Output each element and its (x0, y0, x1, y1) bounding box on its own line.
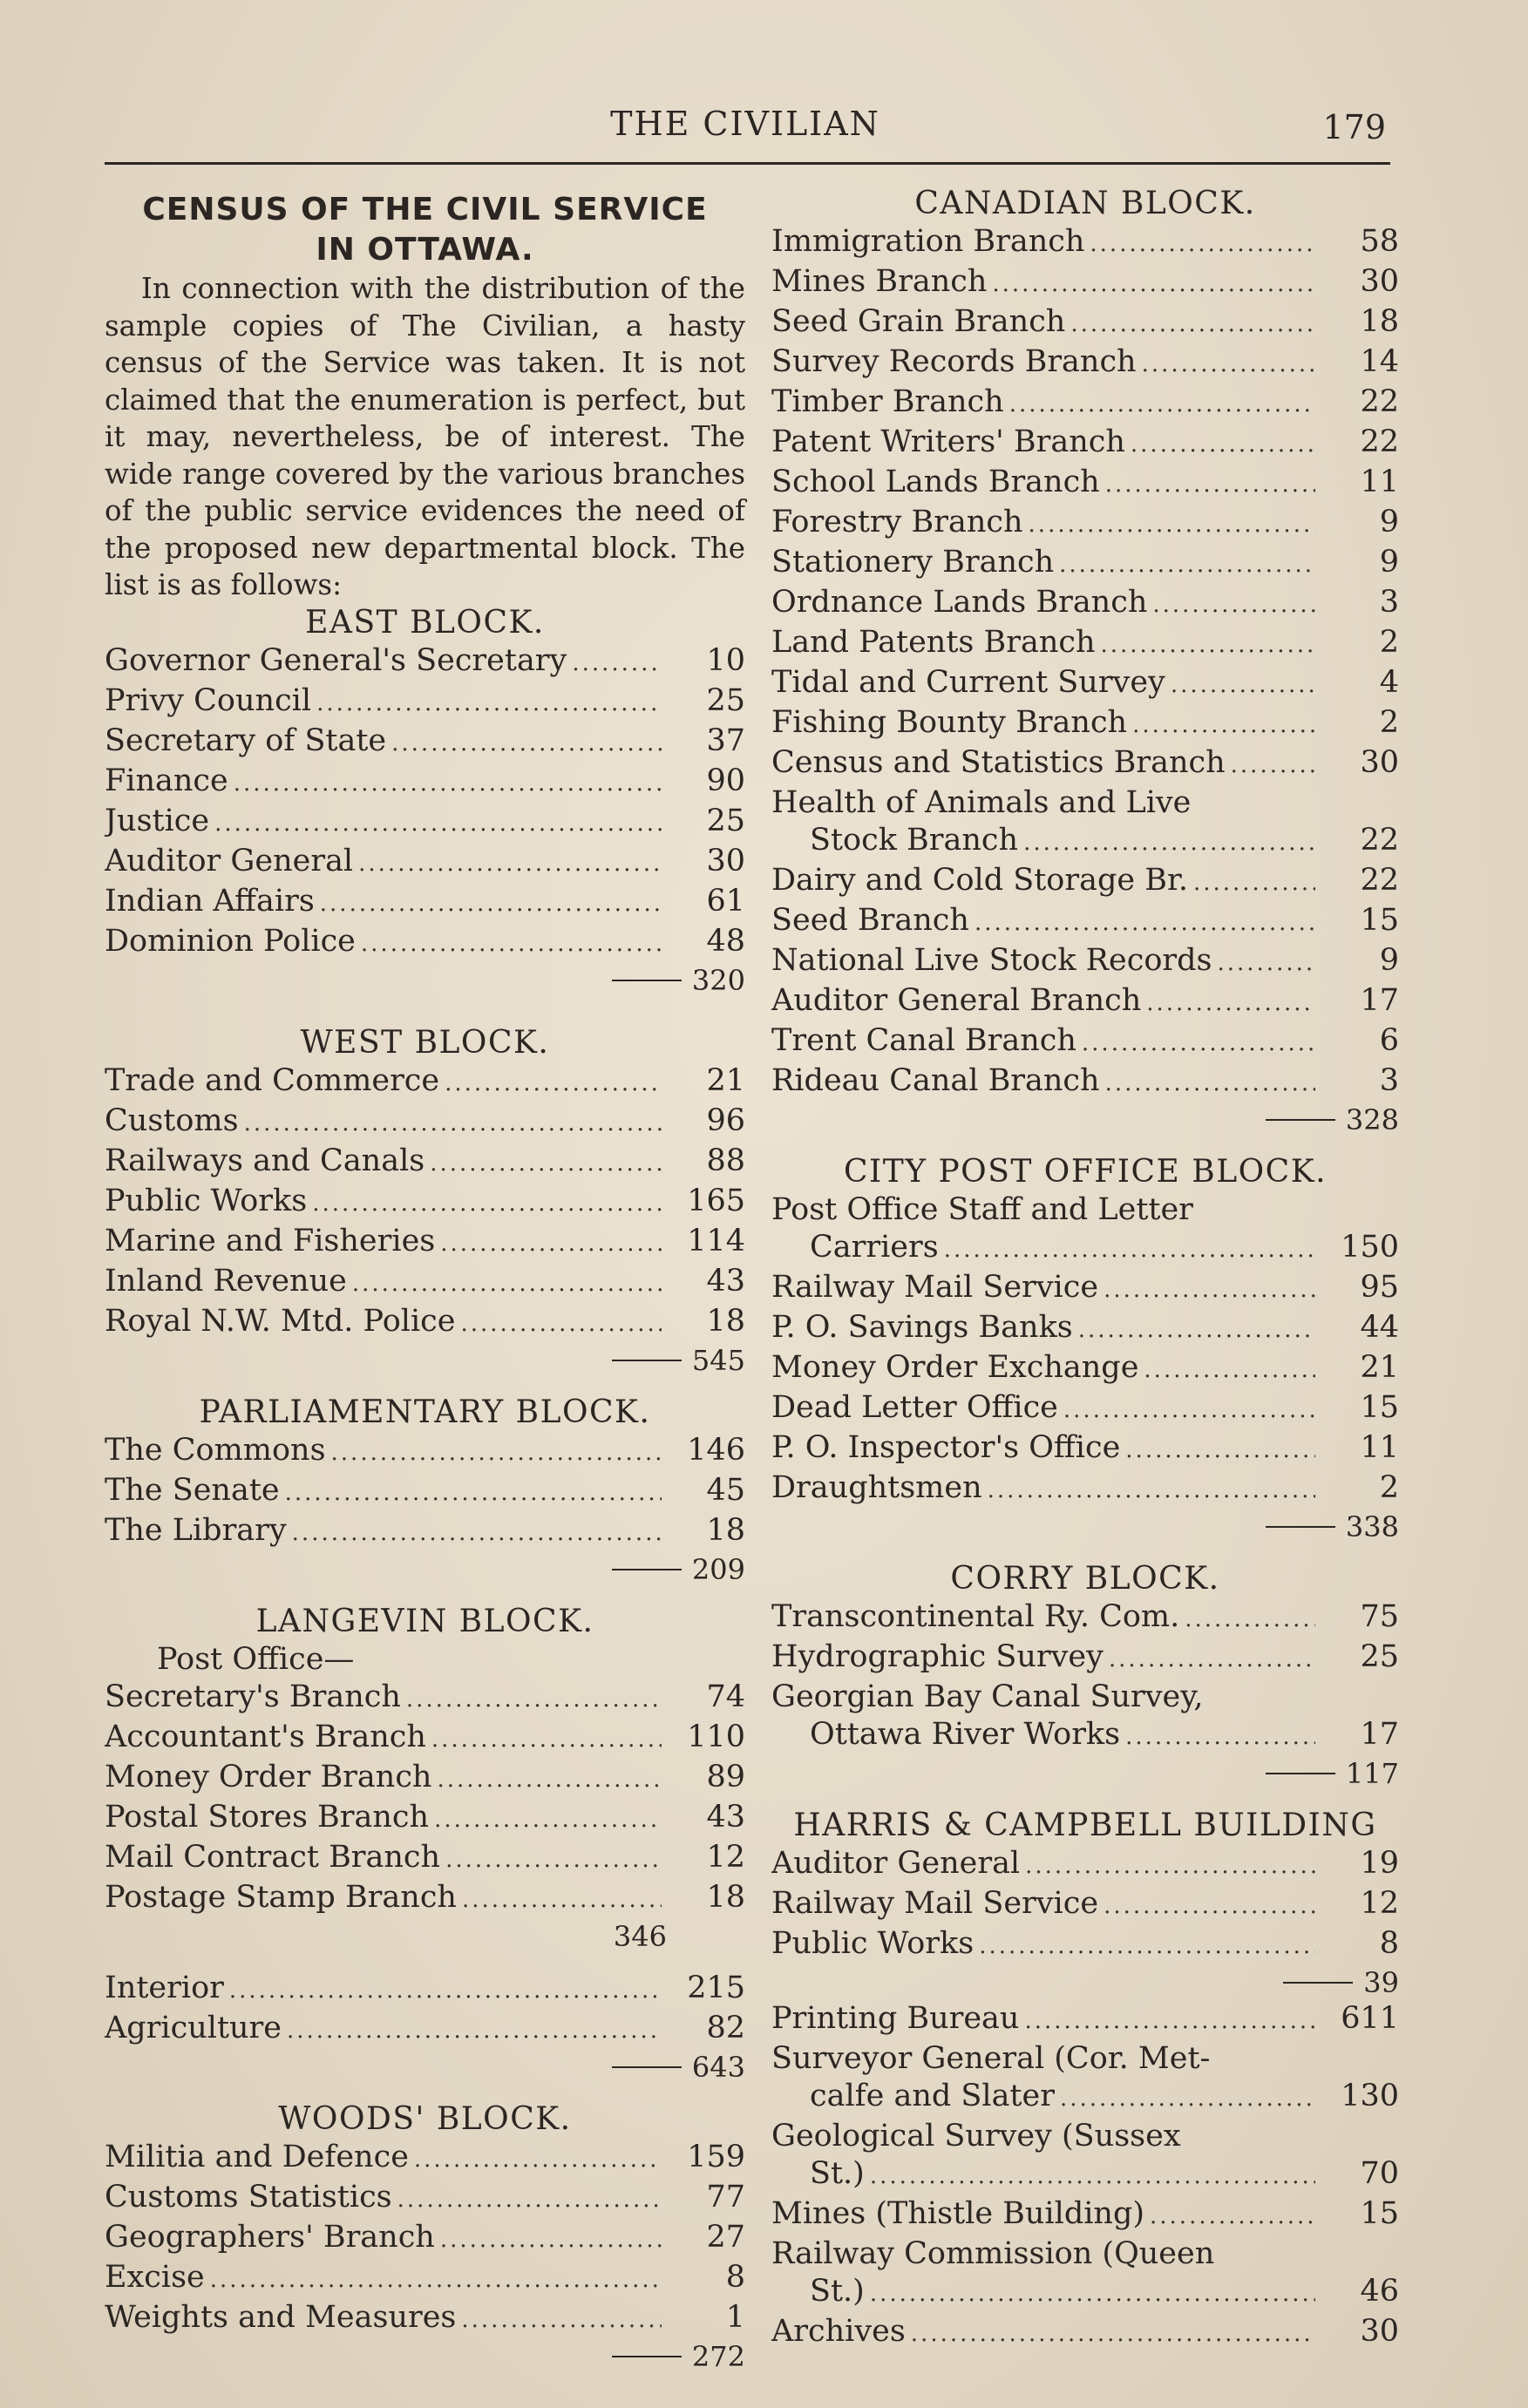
item-value: 95 (1360, 1270, 1399, 1305)
item-name: Railway Mail Service (771, 1886, 1099, 1921)
total-rule (612, 2066, 682, 2068)
item-name: Ottawa River Works (810, 1717, 1121, 1752)
header-rule (105, 162, 1390, 165)
list-item (771, 664, 1399, 704)
list-item (105, 1759, 745, 1799)
post-office-subheading: Post Office— (157, 1641, 355, 1677)
item-value: 22 (1360, 424, 1399, 459)
item-name: National Live Stock Records (771, 943, 1212, 978)
item-name: St.) (810, 2156, 865, 2191)
item-value: 2 (1379, 705, 1399, 740)
item-value: 30 (706, 843, 745, 878)
item-name: Postage Stamp Branch (105, 1879, 457, 1915)
list-item (771, 263, 1399, 303)
total-rule (612, 1360, 682, 1361)
item-value: 21 (706, 1062, 745, 1098)
item-value: 44 (1360, 1310, 1399, 1345)
list-item (105, 2219, 745, 2259)
list-item (771, 982, 1399, 1022)
item-value: 9 (1379, 943, 1399, 978)
list-item (771, 1845, 1399, 1885)
total-value: 643 (691, 2050, 745, 2084)
item-name: Land Patents Branch (771, 625, 1096, 660)
item-value: 25 (706, 682, 745, 718)
list-item (771, 1885, 1399, 1925)
corry-block-total (771, 1756, 1399, 1791)
total-rule (1283, 1982, 1353, 1984)
item-name: Public Works (771, 1926, 975, 1961)
item-name: Privy Council (105, 682, 312, 718)
list-item (771, 744, 1399, 784)
item-value: 3 (1379, 585, 1399, 620)
list-item (105, 1143, 745, 1183)
item-name: Militia and Defence (105, 2139, 409, 2174)
item-value: 27 (706, 2219, 745, 2255)
item-value: 37 (706, 722, 745, 758)
item-name: Seed Grain Branch (771, 304, 1066, 339)
item-value: 12 (1360, 1886, 1399, 1921)
list-item (105, 1679, 745, 1719)
list-item (771, 1925, 1399, 1965)
city-post-office-heading: CITY POST OFFICE BLOCK. (843, 1154, 1328, 1190)
list-item (105, 1102, 745, 1143)
item-name: Dairy and Cold Storage Br. (771, 863, 1188, 898)
parliamentary-block-total (105, 1552, 745, 1587)
total-rule (1266, 1526, 1335, 1528)
langevin-block-list-2 (105, 1970, 745, 2050)
item-value: 25 (706, 803, 745, 838)
item-name: Printing Bureau (771, 2001, 1020, 2036)
item-value: 2 (1379, 625, 1399, 660)
item-name: Auditor General (105, 843, 354, 878)
item-name: Inland Revenue (105, 1263, 347, 1299)
list-item (771, 584, 1399, 624)
item-value: 215 (687, 1970, 745, 2005)
item-name: Fishing Bounty Branch (771, 705, 1128, 740)
list-item (105, 1970, 745, 2010)
list-item (105, 1183, 745, 1223)
item-value: 8 (1379, 1926, 1399, 1961)
item-value: 48 (706, 923, 745, 959)
list-item (771, 1716, 1399, 1756)
city-post-office-list (771, 1269, 1399, 1509)
canadian-block-list (771, 223, 1399, 784)
west-block-heading: WEST BLOCK. (300, 1024, 550, 1061)
item-value: 165 (687, 1183, 745, 1218)
total-rule (1266, 1773, 1335, 1774)
item-value: 611 (1341, 2001, 1399, 2036)
item-name: Timber Branch (771, 384, 1004, 419)
list-item (771, 1679, 1399, 1716)
item-value: 22 (1360, 823, 1399, 858)
item-value: 18 (706, 1879, 745, 1915)
list-item (105, 2299, 745, 2339)
list-item (771, 2273, 1399, 2313)
west-block-list (105, 1062, 745, 1343)
item-value: 58 (1360, 224, 1399, 259)
list-item (771, 2155, 1399, 2195)
item-name: Royal N.W. Mtd. Police (105, 1303, 456, 1339)
list-item (771, 2040, 1399, 2078)
list-item (771, 1469, 1399, 1509)
item-value: 15 (1360, 1390, 1399, 1425)
item-name: Geographers' Branch (105, 2219, 435, 2255)
item-name: Transcontinental Ry. Com. (771, 1599, 1180, 1634)
item-value: 75 (1360, 1599, 1399, 1634)
item-name: The Library (105, 1512, 287, 1548)
total-value: 272 (691, 2339, 745, 2373)
list-item (771, 704, 1399, 744)
item-value: 17 (1360, 1717, 1399, 1752)
item-name: Railways and Canals (105, 1143, 425, 1178)
item-name: Trent Canal Branch (771, 1023, 1076, 1058)
total-value: 338 (1345, 1510, 1399, 1543)
list-item (105, 803, 745, 843)
city-post-office-total (771, 1509, 1399, 1544)
list-item (105, 1223, 745, 1263)
list-item (771, 1269, 1399, 1309)
publication-title: THE CIVILIAN (610, 105, 880, 143)
item-name: School Lands Branch (771, 465, 1100, 499)
item-value: 18 (1360, 304, 1399, 339)
item-name: Finance (105, 763, 228, 798)
item-name: Hydrographic Survey (771, 1639, 1104, 1674)
item-value: 88 (706, 1143, 745, 1178)
list-item (771, 902, 1399, 942)
canadian-block-total (771, 1102, 1399, 1137)
item-value: 30 (1360, 264, 1399, 299)
item-name: Archives (771, 2314, 906, 2349)
parliamentary-block-list (105, 1432, 745, 1552)
item-name: Mail Contract Branch (105, 1839, 441, 1875)
total-rule (612, 1569, 682, 1570)
list-item (771, 2195, 1399, 2235)
item-value: 11 (1360, 465, 1399, 499)
list-item (771, 2078, 1399, 2118)
harris-campbell-heading: HARRIS & CAMPBELL BUILDING (793, 1808, 1377, 1843)
list-item (105, 1432, 745, 1472)
list-item (771, 1062, 1399, 1102)
item-value: 6 (1379, 1023, 1399, 1058)
item-value: 17 (1360, 983, 1399, 1018)
list-item (771, 2118, 1399, 2155)
canadian-block-list-2 (771, 862, 1399, 1102)
item-name: Census and Statistics Branch (771, 745, 1226, 780)
running-head (105, 105, 1386, 157)
harris-campbell-list (771, 1845, 1399, 1965)
corry-block-heading: CORRY BLOCK. (950, 1561, 1220, 1597)
list-item (105, 1303, 745, 1343)
item-value: 22 (1360, 863, 1399, 898)
item-name: Auditor General (771, 1846, 1021, 1881)
list-item (771, 862, 1399, 902)
list-item (105, 2259, 745, 2299)
item-value: 146 (687, 1432, 745, 1468)
item-name: Georgian Bay Canal Survey, (771, 1679, 1204, 1714)
total-value: 545 (691, 1343, 745, 1377)
item-name: Postal Stores Branch (105, 1799, 430, 1835)
item-name: Customs Statistics (105, 2179, 392, 2215)
list-item (771, 1191, 1399, 1229)
canadian-block-heading: CANADIAN BLOCK. (914, 186, 1256, 221)
list-item (105, 1719, 745, 1759)
woods-block-total (105, 2339, 745, 2374)
item-value: 77 (706, 2179, 745, 2215)
list-item (105, 1799, 745, 1839)
item-value: 21 (1360, 1350, 1399, 1385)
item-value: 110 (687, 1719, 745, 1754)
item-name: Immigration Branch (771, 224, 1085, 259)
item-name: Post Office Staff and Letter (771, 1192, 1193, 1227)
item-name: Indian Affairs (105, 883, 315, 919)
item-value: 90 (706, 763, 745, 798)
item-name: Dominion Police (105, 923, 356, 959)
total-value: 117 (1345, 1757, 1399, 1790)
item-name: Public Works (105, 1183, 308, 1218)
list-item (105, 682, 745, 722)
list-item (771, 464, 1399, 504)
list-item (771, 1598, 1399, 1638)
item-name: Forestry Branch (771, 505, 1023, 539)
item-name: Trade and Commerce (105, 1062, 440, 1098)
list-item (105, 1472, 745, 1512)
list-item (771, 2235, 1399, 2273)
item-value: 45 (706, 1472, 745, 1508)
item-name: Railway Commission (Queen (771, 2236, 1215, 2271)
list-item (771, 1022, 1399, 1062)
list-item (105, 1839, 745, 1879)
item-name: Surveyor General (Cor. Met- (771, 2041, 1211, 2076)
item-value: 18 (706, 1303, 745, 1339)
item-value: 43 (706, 1263, 745, 1299)
woods-block-list (105, 2139, 745, 2339)
list-item (771, 2313, 1399, 2353)
item-value: 18 (706, 1512, 745, 1548)
list-item (771, 2000, 1399, 2040)
item-value: 19 (1360, 1846, 1399, 1881)
list-item (771, 383, 1399, 424)
item-name: Railway Mail Service (771, 1270, 1099, 1305)
item-value: 1 (725, 2299, 745, 2335)
list-item (105, 1263, 745, 1303)
item-name: Mines (Thistle Building) (771, 2196, 1145, 2231)
item-name: Weights and Measures (105, 2299, 457, 2335)
item-value: 12 (706, 1839, 745, 1875)
total-rule (1266, 1119, 1335, 1121)
item-value: 10 (706, 642, 745, 678)
east-block-total (105, 963, 745, 998)
item-value: 4 (1379, 665, 1399, 700)
list-item (105, 843, 745, 883)
item-name: Tidal and Current Survey (771, 665, 1165, 700)
item-name: Secretary of State (105, 722, 387, 758)
item-name: Marine and Fisheries (105, 1223, 436, 1258)
item-value: 15 (1360, 2196, 1399, 2231)
item-name: calfe and Slater (810, 2079, 1055, 2113)
langevin-subtotal: 346 (613, 1919, 667, 1953)
item-name: Justice (105, 803, 210, 838)
item-name: Carriers (810, 1230, 939, 1265)
list-item (105, 2179, 745, 2219)
east-block-heading: EAST BLOCK. (305, 604, 545, 641)
item-name: Dead Letter Office (771, 1390, 1058, 1425)
item-name: Money Order Exchange (771, 1350, 1139, 1385)
list-item (771, 1349, 1399, 1389)
list-item (771, 1638, 1399, 1679)
list-item (105, 883, 745, 923)
item-name: P. O. Inspector's Office (771, 1430, 1121, 1465)
item-name: Survey Records Branch (771, 344, 1137, 379)
total-value: 209 (691, 1552, 745, 1586)
item-name: Mines Branch (771, 264, 988, 299)
list-item (771, 303, 1399, 343)
list-item (105, 763, 745, 803)
item-name: Secretary's Branch (105, 1679, 401, 1714)
list-item (105, 923, 745, 963)
article-title (105, 190, 745, 270)
item-value: 15 (1360, 903, 1399, 938)
item-value: 30 (1360, 745, 1399, 780)
item-value: 9 (1379, 505, 1399, 539)
article-title-line-2: IN OTTAWA. (316, 232, 534, 268)
list-item (771, 942, 1399, 982)
item-name: The Commons (105, 1432, 326, 1468)
item-value: 25 (1360, 1639, 1399, 1674)
article-title-line-1: CENSUS OF THE CIVIL SERVICE (142, 192, 708, 227)
list-item (771, 784, 1399, 822)
item-name: Excise (105, 2259, 205, 2295)
langevin-block-heading: LANGEVIN BLOCK. (255, 1603, 594, 1639)
item-name: Customs (105, 1102, 239, 1138)
total-rule (612, 980, 682, 981)
list-item (105, 722, 745, 763)
list-item (771, 1309, 1399, 1349)
corry-block-list (771, 1598, 1399, 1679)
total-rule (612, 2356, 682, 2357)
item-name: Agriculture (105, 2010, 282, 2045)
item-value: 74 (706, 1679, 745, 1714)
list-item (771, 223, 1399, 263)
item-value: 14 (1360, 344, 1399, 379)
list-item (771, 624, 1399, 664)
item-name: Health of Animals and Live (771, 785, 1192, 820)
item-name: Accountant's Branch (105, 1719, 426, 1754)
item-name: Governor General's Secretary (105, 642, 567, 678)
list-item (771, 343, 1399, 383)
page-number: 179 (1322, 108, 1386, 146)
item-value: 3 (1379, 1063, 1399, 1098)
item-value: 114 (687, 1223, 745, 1258)
right-column (771, 185, 1399, 2353)
item-name: Stationery Branch (771, 545, 1055, 580)
item-name: Ordnance Lands Branch (771, 585, 1148, 620)
list-item (771, 424, 1399, 464)
item-value: 61 (706, 883, 745, 919)
item-name: Seed Branch (771, 903, 969, 938)
total-value: 320 (691, 963, 745, 997)
woods-block-heading: WOODS' BLOCK. (278, 2100, 572, 2137)
item-name: Rideau Canal Branch (771, 1063, 1100, 1098)
list-item (105, 1512, 745, 1552)
list-item (105, 2139, 745, 2179)
item-value: 96 (706, 1102, 745, 1138)
item-name: The Senate (105, 1472, 280, 1508)
item-name: Patent Writers' Branch (771, 424, 1125, 459)
item-name: Draughtsmen (771, 1470, 982, 1505)
west-block-total (105, 1343, 745, 1378)
item-value: 82 (706, 2010, 745, 2045)
list-item (771, 544, 1399, 584)
item-value: 130 (1341, 2079, 1399, 2113)
item-value: 22 (1360, 384, 1399, 419)
item-name: St.) (810, 2274, 865, 2309)
item-name: Auditor General Branch (771, 983, 1142, 1018)
item-value: 43 (706, 1799, 745, 1835)
item-value: 8 (725, 2259, 745, 2295)
intro-paragraph: In connection with the distribution of the sample copies of The Civilian, a hasty census of the Service was taken. It is not claimed that the enumeration is perfect, but it may, nevertheless, be of interest. The wide range covered by the various branches of the public service evidences the need of the proposed new departmental block. The list is as follows: (105, 272, 745, 601)
list-item (105, 1062, 745, 1102)
langevin-block-total (105, 2050, 745, 2085)
item-value: 70 (1360, 2156, 1399, 2191)
item-value: 159 (687, 2139, 745, 2174)
item-value: 150 (1341, 1230, 1399, 1265)
list-item (105, 642, 745, 682)
list-item (771, 1229, 1399, 1269)
langevin-block-list (105, 1679, 745, 1919)
total-value: 39 (1363, 1966, 1399, 1999)
item-value: 2 (1379, 1470, 1399, 1505)
total-value: 328 (1345, 1103, 1399, 1136)
list-item (105, 1879, 745, 1919)
item-name: Interior (105, 1970, 224, 2005)
list-item (771, 504, 1399, 544)
item-value: 89 (706, 1759, 745, 1794)
list-item (771, 822, 1399, 862)
list-item (105, 2010, 745, 2050)
item-name: Stock Branch (810, 823, 1019, 858)
left-column (105, 185, 745, 2374)
parliamentary-block-heading: PARLIAMENTARY BLOCK. (199, 1394, 651, 1430)
item-name: Money Order Branch (105, 1759, 432, 1794)
harris-campbell-total (771, 1965, 1399, 2000)
item-value: 9 (1379, 545, 1399, 580)
item-value: 11 (1360, 1430, 1399, 1465)
item-name: P. O. Savings Banks (771, 1310, 1073, 1345)
list-item (771, 1389, 1399, 1429)
item-name: Geological Survey (Sussex (771, 2119, 1181, 2154)
item-value: 46 (1360, 2274, 1399, 2309)
item-value: 30 (1360, 2314, 1399, 2349)
east-block-list (105, 642, 745, 963)
list-item (771, 1429, 1399, 1469)
